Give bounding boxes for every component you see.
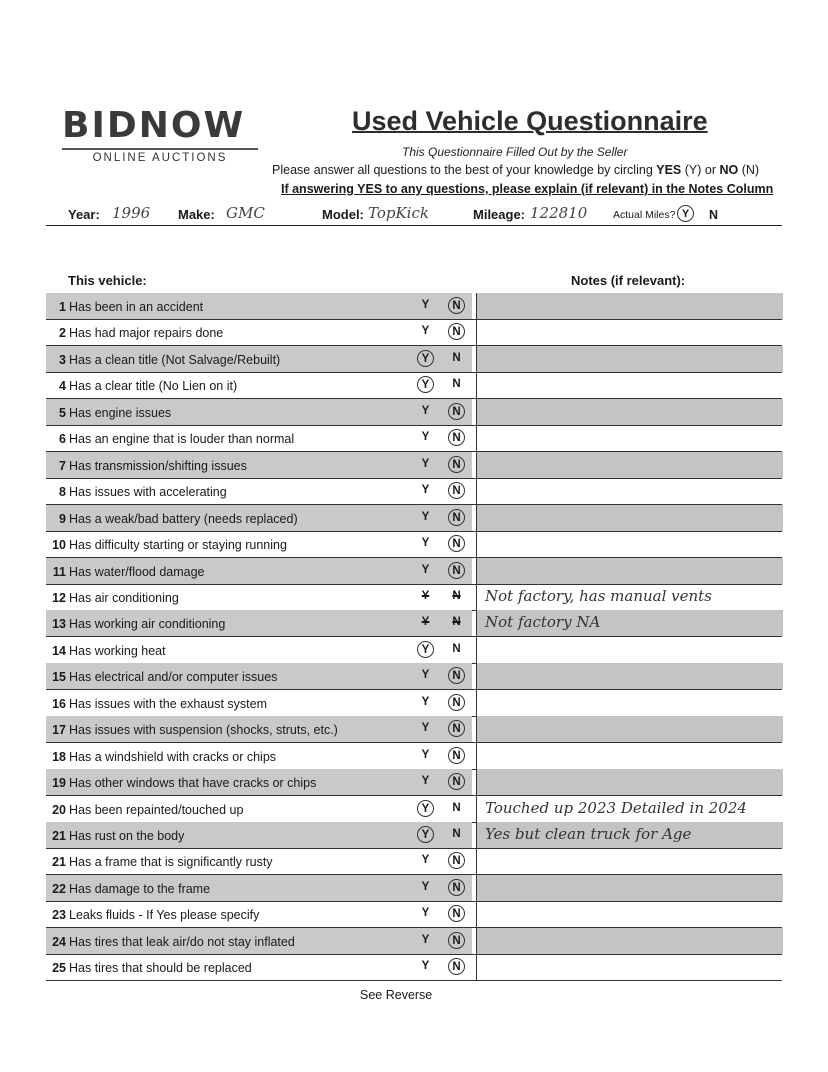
answer-no[interactable]: N	[448, 297, 465, 314]
notes-cell[interactable]	[476, 372, 783, 398]
notes-cell[interactable]	[476, 928, 783, 954]
notes-cell[interactable]	[476, 478, 783, 504]
question-text: Has air conditioning	[69, 591, 179, 605]
question-text: Has had major repairs done	[69, 326, 224, 341]
question-number: 24	[52, 934, 66, 949]
notes-cell[interactable]	[476, 690, 783, 716]
question-cell	[46, 663, 472, 689]
table-row	[46, 796, 782, 823]
question-cell	[46, 848, 472, 874]
answer-yes[interactable]: Y	[421, 933, 430, 946]
notes-cell[interactable]	[476, 505, 783, 531]
answer-no[interactable]: N	[448, 403, 465, 420]
answer-no[interactable]: N	[452, 590, 461, 602]
question-cell	[46, 372, 472, 398]
question-cell	[46, 425, 472, 451]
answer-yes[interactable]: Y	[421, 537, 430, 549]
notes-cell[interactable]	[476, 558, 783, 584]
notes-column-header: Notes (if relevant):	[571, 273, 686, 288]
question-cell	[46, 901, 472, 927]
question-cell	[46, 505, 472, 531]
question-number: 21	[52, 855, 66, 870]
model-label: Model:	[322, 207, 364, 222]
answer-no[interactable]: N	[448, 747, 465, 764]
bidnow-logo	[62, 106, 258, 164]
table-row	[46, 558, 782, 585]
table-row	[46, 610, 782, 637]
question-number: 13	[52, 617, 66, 632]
answer-yes[interactable]: Y	[417, 826, 434, 843]
answer-no[interactable]: N	[448, 667, 465, 684]
answer-yes[interactable]: Y	[421, 510, 430, 523]
question-number: 22	[52, 881, 66, 896]
table-row	[46, 954, 782, 981]
notes-cell[interactable]	[476, 531, 783, 557]
answer-no[interactable]: N	[448, 932, 465, 949]
question-text: Has been in an accident	[69, 300, 204, 314]
answer-yes[interactable]: Y	[421, 669, 430, 682]
notes-cell[interactable]	[476, 319, 783, 345]
question-number: 9	[59, 511, 66, 526]
question-number: 15	[52, 670, 66, 685]
notes-cell[interactable]	[476, 399, 783, 425]
table-row	[46, 505, 782, 532]
answer-no[interactable]: N	[452, 351, 461, 364]
table-row	[46, 425, 782, 452]
answer-no[interactable]: N	[448, 535, 465, 552]
answer-yes[interactable]: Y	[421, 325, 430, 338]
table-row	[46, 901, 782, 928]
model-value[interactable]: TopKick	[368, 204, 429, 222]
answer-no[interactable]: N	[452, 828, 461, 840]
question-text: Has transmission/shifting issues	[69, 458, 247, 473]
table-left-header: This vehicle:	[68, 273, 147, 288]
answer-no[interactable]: N	[448, 852, 465, 869]
table-row	[46, 848, 782, 875]
notes-cell[interactable]	[476, 901, 783, 927]
notes-cell[interactable]	[476, 637, 783, 663]
notes-cell[interactable]	[476, 663, 783, 689]
question-number: 17	[52, 723, 66, 738]
question-cell	[46, 769, 472, 795]
answer-yes[interactable]: Y	[421, 431, 430, 444]
question-cell	[46, 584, 472, 610]
question-cell	[46, 319, 472, 345]
question-number: 23	[52, 908, 66, 923]
table-row	[46, 372, 782, 399]
question-number: 7	[59, 458, 66, 473]
instructions	[272, 163, 759, 177]
question-number: 6	[59, 432, 66, 447]
table-row	[46, 293, 782, 320]
answer-yes[interactable]: Y	[421, 484, 430, 497]
mileage-label: Mileage:	[473, 207, 526, 222]
question-text: Has a clean title (Not Salvage/Rebuilt)	[69, 352, 281, 367]
table-row	[46, 928, 782, 955]
question-cell	[46, 716, 472, 742]
question-number: 1	[59, 300, 66, 314]
answer-yes[interactable]: Y	[421, 404, 430, 417]
question-text: Has an engine that is louder than normal	[69, 432, 295, 447]
answer-yes[interactable]: Y	[421, 880, 430, 893]
answer-yes[interactable]: Y	[421, 457, 430, 470]
question-number: 3	[59, 352, 66, 367]
question-number: 20	[52, 802, 66, 817]
make-value[interactable]: GMC	[226, 204, 265, 222]
question-cell	[46, 822, 472, 848]
question-cell	[46, 452, 472, 478]
actual-miles-label: Actual Miles?	[613, 209, 676, 221]
logo-wordmark: BIDNOW	[62, 105, 246, 146]
question-text: Has other windows that have cracks or chips	[69, 776, 317, 791]
answer-yes[interactable]: Y	[421, 854, 430, 867]
question-number: 18	[52, 749, 66, 764]
answer-no[interactable]: N	[448, 773, 465, 790]
question-text: Has water/flood damage	[69, 564, 205, 579]
question-cell	[46, 690, 472, 716]
instr-post: (N)	[738, 163, 760, 177]
instr-yes: YES	[656, 163, 682, 177]
answer-no[interactable]: N	[452, 616, 461, 629]
page-title: Used Vehicle Questionnaire	[352, 106, 708, 136]
instr-mid: (Y) or	[681, 163, 720, 177]
answer-yes[interactable]: Y	[417, 641, 434, 658]
question-text: Has issues with the exhaust system	[69, 696, 267, 711]
answer-no[interactable]: N	[448, 323, 465, 340]
question-cell	[46, 796, 472, 822]
logo-divider	[62, 148, 258, 150]
question-cell	[46, 610, 472, 636]
notes-cell[interactable]	[476, 822, 783, 848]
notes-cell[interactable]	[476, 875, 783, 901]
notes-cell[interactable]	[476, 346, 783, 372]
question-number: 25	[52, 961, 66, 976]
answer-yes[interactable]: Y	[417, 376, 434, 393]
logo-subtitle: ONLINE AUCTIONS	[92, 152, 228, 164]
answer-no[interactable]: N	[448, 958, 465, 975]
question-text: Has a frame that is significantly rusty	[69, 855, 273, 870]
instr-no: NO	[719, 163, 739, 177]
table-row	[46, 663, 782, 690]
notes-cell[interactable]	[476, 954, 783, 980]
answer-yes[interactable]: Y	[421, 775, 430, 788]
question-cell	[46, 875, 472, 901]
question-text: Has difficulty starting or staying running	[69, 538, 287, 552]
answer-yes[interactable]: Y	[417, 800, 434, 817]
question-number: 11	[52, 564, 66, 579]
question-text: Has damage to the frame	[69, 881, 211, 896]
table-row	[46, 399, 782, 426]
notes-cell[interactable]	[476, 584, 783, 610]
notes-cell[interactable]	[476, 425, 783, 451]
question-number: 2	[59, 326, 66, 341]
question-number: 8	[59, 485, 66, 500]
mileage-value[interactable]: 122810	[530, 204, 588, 222]
table-row	[46, 584, 782, 611]
answer-no[interactable]: N	[448, 905, 465, 922]
answer-yes[interactable]: Y	[421, 960, 430, 973]
instr-pre: Please answer all questions to the best of your knowledge by circling	[272, 163, 657, 177]
question-number: 5	[59, 405, 66, 420]
table-row	[46, 452, 782, 479]
table-row	[46, 690, 782, 717]
table-row	[46, 822, 782, 849]
table-row	[46, 637, 782, 664]
question-cell	[46, 478, 472, 504]
make-label: Make:	[178, 207, 215, 222]
answer-yes[interactable]: Y	[421, 907, 430, 920]
question-number: 21	[52, 829, 66, 843]
notes-cell[interactable]	[476, 769, 783, 795]
answer-no[interactable]: N	[448, 562, 465, 579]
table-row	[46, 478, 782, 505]
notes-cell[interactable]	[476, 848, 783, 874]
note-text: Yes but clean truck for Age	[485, 825, 692, 843]
table-row	[46, 346, 782, 373]
table-row	[46, 319, 782, 346]
question-text: Has tires that should be replaced	[69, 961, 252, 976]
question-text: Has issues with suspension (shocks, struts, etc.)	[69, 723, 338, 738]
question-text: Has a weak/bad battery (needs replaced)	[69, 511, 298, 526]
notes-cell[interactable]	[476, 293, 783, 319]
table-row	[46, 531, 782, 558]
question-text: Has rust on the body	[69, 829, 185, 843]
answer-no[interactable]: N	[452, 378, 461, 391]
table-row	[46, 875, 782, 902]
question-number: 19	[52, 776, 66, 791]
page-subtitle: This Questionnaire Filled Out by the Seller	[402, 145, 628, 159]
question-cell	[46, 399, 472, 425]
question-cell	[46, 928, 472, 954]
answer-no[interactable]: N	[448, 456, 465, 473]
notes-cell[interactable]	[476, 796, 783, 822]
question-text: Has a windshield with cracks or chips	[69, 749, 277, 764]
question-text: Has electrical and/or computer issues	[69, 670, 278, 685]
note-text: Not factory NA	[485, 613, 601, 632]
table-row	[46, 716, 782, 743]
answer-yes[interactable]: Y	[421, 748, 430, 761]
question-text: Has working air conditioning	[69, 617, 226, 632]
question-number: 16	[52, 696, 66, 711]
answer-yes[interactable]: Y	[421, 695, 430, 708]
notes-cell[interactable]	[476, 716, 783, 742]
answer-yes[interactable]: Y	[421, 616, 430, 629]
question-cell	[46, 558, 472, 584]
year-label: Year:	[68, 207, 100, 222]
question-cell	[46, 954, 472, 980]
table-row	[46, 769, 782, 796]
question-cell	[46, 346, 472, 372]
answer-yes[interactable]: Y	[421, 563, 430, 576]
answer-no[interactable]: N	[452, 801, 461, 814]
question-cell	[46, 637, 472, 663]
answer-no[interactable]: N	[448, 720, 465, 737]
answer-yes[interactable]: Y	[421, 722, 430, 735]
answer-no[interactable]: N	[448, 429, 465, 446]
answer-yes[interactable]: Y	[417, 350, 434, 367]
notes-cell[interactable]	[476, 452, 783, 478]
question-text: Has been repainted/touched up	[69, 802, 244, 817]
answer-no[interactable]: N	[448, 694, 465, 711]
instructions-notes: If answering YES to any questions, please explain (if relevant) in the Notes Column	[281, 182, 774, 196]
question-cell	[46, 743, 472, 769]
question-text: Has working heat	[69, 643, 166, 658]
vehicle-info-line	[46, 203, 782, 226]
question-text: Has a clear title (No Lien on it)	[69, 379, 238, 394]
answer-yes[interactable]: Y	[421, 299, 430, 311]
note-text: Touched up 2023 Detailed in 2024	[485, 798, 747, 817]
notes-cell[interactable]	[476, 743, 783, 769]
question-number: 14	[52, 643, 66, 658]
actual-miles-no[interactable]: N	[709, 208, 719, 222]
answer-no[interactable]: N	[452, 642, 461, 655]
answer-no[interactable]: N	[448, 509, 465, 526]
question-number: 10	[52, 538, 66, 552]
note-text: Not factory, has manual vents	[485, 587, 712, 605]
answer-yes[interactable]: Y	[421, 590, 430, 602]
question-cell	[46, 531, 472, 557]
question-text: Leaks fluids - If Yes please specify	[69, 908, 260, 923]
question-text: Has engine issues	[69, 405, 172, 420]
question-text: Has issues with accelerating	[69, 485, 227, 500]
question-number: 12	[52, 591, 66, 605]
answer-no[interactable]: N	[448, 879, 465, 896]
table-row	[46, 743, 782, 770]
year-value[interactable]: 1996	[112, 204, 151, 222]
question-text: Has tires that leak air/do not stay inflated	[69, 934, 295, 949]
notes-cell[interactable]	[476, 610, 783, 636]
actual-miles-yes[interactable]: Y	[677, 205, 694, 222]
question-number: 4	[59, 379, 66, 394]
question-cell	[46, 293, 472, 319]
answer-no[interactable]: N	[448, 482, 465, 499]
see-reverse-note: See Reverse	[360, 988, 433, 1002]
